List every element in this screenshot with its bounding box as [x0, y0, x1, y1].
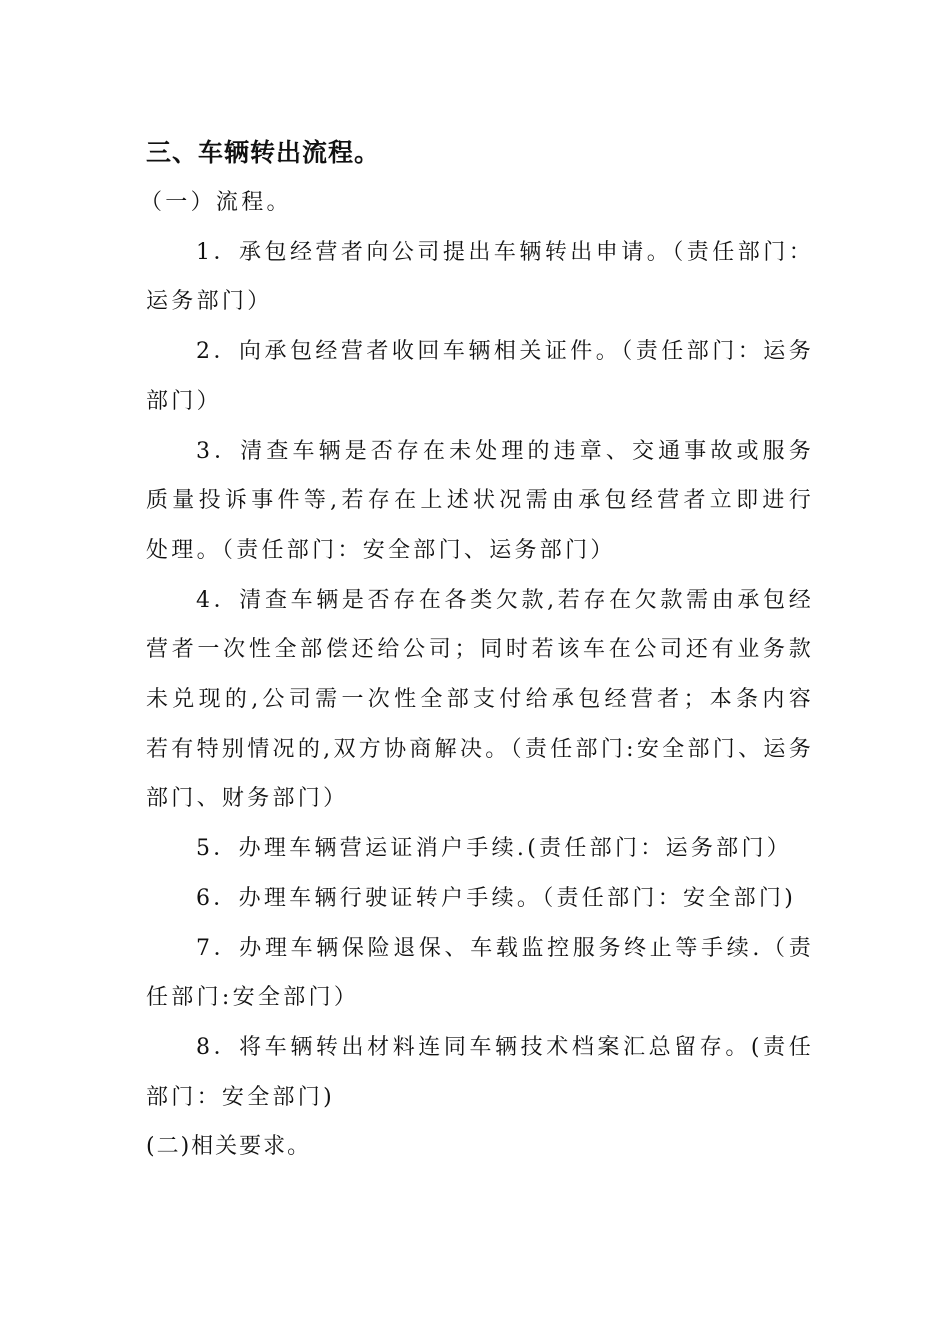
list-item-8: 8．将车辆转出材料连同车辆技术档案汇总留存。(责任部门：安全部门): [146, 1034, 814, 1110]
document-page: [140, 128, 814, 1172]
list-item-5: 5．办理车辆营运证消户手续.(责任部门：运务部门）: [196, 836, 793, 862]
list-item-7: 7．办理车辆保险退保、车载监控服务终止等手续.（责任部门:安全部门）: [146, 935, 814, 1011]
subsection-heading-requirements: (二)相关要求。: [146, 1134, 312, 1160]
list-item-3: 3．清查车辆是否存在未处理的违章、交通事故或服务质量投诉事件等,若存在上述状况需由承包经营者立即进行处理。（责任部门：安全部门、运务部门）: [146, 438, 814, 563]
list-item-4: 4．清查车辆是否存在各类欠款,若存在欠款需由承包经营者一次性全部偿还给公司；同时若该车在公司还有业务款未兑现的,公司需一次性全部支付给承包经营者；本条内容若有特别情况的,双方协商解决。（责任部门:安全部门、运务部门、财务部门）: [146, 587, 814, 812]
list-item-2: 2．向承包经营者收回车辆相关证件。（责任部门：运务部门）: [146, 339, 814, 414]
list-item-1: 1．承包经营者向公司提出车辆转出申请。（责任部门：运务部门）: [146, 239, 814, 315]
list-item-6: 6．办理车辆行驶证转户手续。（责任部门：安全部门): [196, 885, 797, 911]
subsection-heading-process: （一）流程。: [140, 190, 292, 215]
section-heading: 三、车辆转出流程。: [146, 138, 381, 167]
